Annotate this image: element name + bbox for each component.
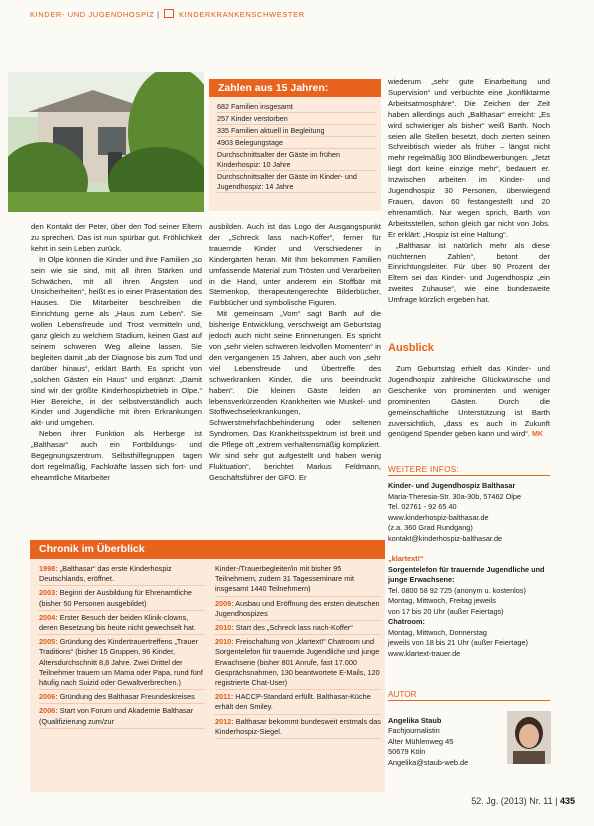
- hospice-website-note: (z.a. 360 Grad Rundgang): [388, 523, 473, 532]
- footer-separator: |: [555, 796, 560, 806]
- chat-label: Chatroom:: [388, 617, 425, 626]
- chronicle-entry: [215, 564, 381, 597]
- house-garden-photo-icon: [8, 72, 204, 212]
- chronicle-entry: [39, 706, 205, 728]
- paragraph: [388, 364, 550, 441]
- page-footer: [440, 796, 575, 806]
- article-column-2: [209, 222, 381, 484]
- klartext-days: Montag, Mittwoch, Freitag jeweils: [388, 596, 496, 605]
- paragraph: Mit gemeinsam „Vom“ sagt Barth auf die bisherige Entwicklung, verschweigt am Geburtstag jedoch auch nicht seine Erinnerungen. Es spricht von „sehr vielen schweren leidvollen Momenten“ in den vergangenen 15 Jahren, aber auch von „sehr viel Lebensfreude und Übertreffe des schwerkranken Kinder, die uns beeindruckt haben“. Die kleinen Gäste leiden an lebensverkürzenden Krankheiten wie Muskel- und Stoffwechselerkrankungen, Schwerstmehrfachbehinderung oder seltenen Syndromen. Das Krankheitsspektrum ist breit und die Pflege oft „extrem verhaltensmäßig kompliziert. Wir sind sehr gut aufgestellt und haben wenig Fluktuation“, berichtet Markus Feldmann, Geschäftsführer der GFO. Er: [209, 309, 381, 482]
- entry-year: 2004:: [39, 612, 58, 622]
- article-column-3: [388, 77, 550, 306]
- chronicle-entry: [215, 623, 381, 635]
- contact-info: [388, 481, 550, 659]
- chronicle-entry: [39, 637, 205, 690]
- author-avatar-icon: [507, 711, 551, 764]
- entry-year: 2009:: [215, 598, 234, 608]
- fact-item: 335 Familien aktuell in Begleitung: [217, 125, 377, 137]
- entry-text: Balthasar bekommt bundesweit erstmals das Kinderhospiz-Siegel.: [215, 716, 381, 736]
- entry-year: 2005:: [39, 637, 58, 647]
- facts-list: [217, 101, 377, 193]
- entry-text: Kinder-/Trauerbegleiter/in mit bisher 95 Teilnehmern, zudem 31 Tagesseminare mit insgesamt 1440 Teilnehmern): [215, 564, 354, 594]
- entry-text: Start von Forum und Akademie Balthasar (Qualifizierung zum/zur: [39, 706, 194, 726]
- more-info-heading: WEITERE INFOS:: [388, 465, 550, 476]
- chat-days: Montag, Mittwoch, Donnerstag: [388, 627, 487, 637]
- hospice-email[interactable]: kontakt@kinderhospiz-balthasar.de: [388, 533, 503, 543]
- entry-year: 2012:: [215, 716, 234, 726]
- chronicle-column-left: [39, 564, 205, 731]
- klartext-website[interactable]: www.klartext-trauer.de: [388, 648, 461, 658]
- fact-item: Durchschnittsalter der Gäste im frühen Kinderhospiz: 10 Jahre: [217, 149, 377, 171]
- chronicle-entry: [39, 564, 205, 586]
- chronicle-entry: [215, 717, 381, 739]
- fact-item: Durchschnittsalter der Gäste im Kinder- und Jugendhospiz: 14 Jahre: [217, 171, 377, 193]
- entry-text: Gründung des Balthasar Freundeskreises: [59, 692, 195, 702]
- facts-box-title: Zahlen aus 15 Jahren:: [209, 79, 381, 97]
- fact-item: 4903 Belegungstage: [217, 137, 377, 149]
- entry-year: 2006:: [39, 706, 58, 716]
- article-column-1: [31, 222, 202, 484]
- entry-year: 2011:: [215, 692, 234, 702]
- entry-year: 2010:: [215, 623, 234, 633]
- paragraph: „Balthasar ist natürlich mehr als diese nüchternen Zahlen“, betont der Einrichtungsleiter. Für über 90 Prozent der Eltern sei das Kinder- und Jugendhospiz „ein zweites Zuhause“, wie eine bundesweite Umfrage kürzlich ergeben hat.: [388, 240, 550, 305]
- klartext-phone: Tel. 0800 58 92 725 (anonym u. kostenlos): [388, 585, 526, 595]
- issue-info: 52. Jg. (2013) Nr. 11: [471, 796, 553, 806]
- author-name: Angelika Staub: [388, 716, 442, 725]
- chronicle-entry: [215, 599, 381, 621]
- author-info: [388, 716, 508, 768]
- author-role: Fachjournalistin: [388, 726, 440, 736]
- paragraph: Neben ihrer Funktion als Herberge ist „Balthasar“ auch ein Fortbildungs- und Begegnungszentrum. Selbsthilfegruppen tagen dort regelmäßig, Fachkräfte lassen sich fort- und eheamtliche Mitarbeiter: [31, 429, 202, 482]
- ausblick-heading: Ausblick: [388, 342, 434, 354]
- separator: |: [157, 10, 163, 19]
- author-city: 50679 Köln: [388, 747, 426, 757]
- entry-year: 2003:: [39, 588, 58, 598]
- chronicle-box: [30, 540, 385, 792]
- paragraph: ausbilden. Auch ist das Logo der Ausgangspunkt der „Schreck lass nach-Koffer“, ferner für trauernde Kinder und Verschiedener in Kindergärten heran. Mit Ihm bekommen Familien umfassende Material zum Trösten und Verarbeiten in die Hand, unter anderem ein Stoffbär mit Sternenkop, therapeutengerechte Bilderbücher, Farbbücher und symbolische Figuren.: [209, 222, 381, 308]
- chat-hours: jeweils von 18 bis 21 Uhr (außer Feiertage): [388, 638, 528, 647]
- fact-item: 257 Kinder verstorben: [217, 113, 377, 125]
- end-mark: MK: [532, 431, 543, 439]
- chronicle-entry: [215, 637, 381, 690]
- fact-item: 682 Familien insgesamt: [217, 101, 377, 113]
- section-header: [30, 9, 550, 23]
- hospice-name: Kinder- und Jugendhospiz Balthasar: [388, 481, 516, 490]
- ausblick-body: Zum Geburtstag erhielt das Kinder- und Jugendhospiz zahlreiche Glückwünsche und Geschenke von prominenten und weniger prominenten Gästen. Durch die gemeinschaftliche Unterstützung ist Barth zuversichtlich, „dass es auch in Zukunft genügend Spender geben kann und wird“.: [388, 364, 550, 439]
- hospice-address: Maria-Theresia-Str. 30a-30b, 57462 Olpe: [388, 491, 522, 501]
- page-number: 435: [559, 796, 575, 806]
- newspaper-icon: [164, 9, 174, 18]
- klartext-desc: Sorgentelefon für trauernde Jugendliche und junge Erwachsene:: [388, 564, 545, 584]
- entry-text: „Balthasar“ das erste Kinderhospiz Deutschlands, eröffnet.: [39, 564, 172, 584]
- author-street: Alter Mühlenweg 45: [388, 736, 454, 746]
- paragraph: den Kontakt der Peter, über den Tod seiner Eltern zu sprechen. Das ist nun spürbar gut. Fröhlichkeit kehrt in sein Leben zurück.: [31, 222, 202, 253]
- author-heading: AUTOR: [388, 690, 550, 701]
- entry-text: Erster Besuch der beiden Klinik-clowns, deren Besetzung bis heute nicht gewechselt hat.: [39, 612, 196, 633]
- facts-box: [209, 79, 381, 211]
- entry-year: 2006:: [39, 692, 58, 702]
- hospice-website[interactable]: www.kinderhospiz-balthasar.de: [388, 512, 489, 522]
- chronicle-entry: [39, 613, 205, 635]
- entry-text: HACCP-Standard erfüllt. Balthasar-Küche erhält den Smiley.: [215, 692, 371, 712]
- hospice-phone: Tel. 02761 - 92 65 40: [388, 502, 457, 511]
- entry-text: Ausbau und Eröffnung des ersten deutschen Jugendhospizes: [215, 598, 380, 618]
- chronicle-entry: [39, 588, 205, 610]
- paragraph: In Olpe können die Kinder und ihre Familien „so sein wie sie sind, mit all ihren Stärken und Schwächen, mit all ihren Ängsten und Unsicherheiten“, heißt es in einer Präsentation des Hauses. Die Mitarbeiter beschreiben die Einrichtung gerne als „Haus zum Leben“. Sie wollen Lebensfreude und Trost vermitteln und, ganz gleich zu welchem Stadium, keinen Gast auf seinem schweren Weg alleine lassen. Sie begleiten damit „ab der Diagnose bis zum Tod und darüber hinaus“, erklärt Barth. Es spricht von „solchen Gästen ein Haus“ und ergänzt: „Damit sind wir der größte Kinderhospizbetrieb in Olpe.“ Hier Bereiche, in der selbstverständlich auch Kinder und Jugendliche mit ihren Erkrankungen akt- und umgehen.: [31, 254, 202, 428]
- klartext-hours: von 17 bis 20 Uhr (außer Feiertags): [388, 606, 504, 616]
- chronicle-title: Chronik im Überblick: [30, 540, 385, 559]
- chronicle-column-right: [215, 564, 381, 741]
- section-label: KINDER- UND JUGENDHOSPIZ: [30, 10, 155, 19]
- entry-text: Start des „Schreck lass nach-Koffer“: [235, 623, 353, 633]
- entry-text: Beginn der Ausbildung für Ehrenamtliche (bisher 50 Personen ausgebildet): [39, 588, 192, 608]
- entry-year: 1998:: [39, 564, 58, 573]
- ausblick-text: [388, 364, 550, 441]
- author-portrait: [507, 711, 551, 764]
- entry-text: Gründung des Kindertrauertreffens „Trauer Traditions“ (bisher 15 Gruppen, 96 Kinder, Altersdurchschnitt 8,8 Jahre. Zwei Drittel der Teilnehmer trauern um Mama oder Papa, rund fünf häufig nach Suizid oder Gewaltverbrechen.): [39, 637, 203, 688]
- entry-year: 2010:: [215, 637, 234, 647]
- category-label: KINDERKRANKENSCHWESTER: [179, 10, 305, 19]
- paragraph: wiederum „sehr gute Einarbeitung und Supervision“ und verbuchte eine „konfliktarme Arbeitsatmosphäre“. Die Zeichen der Zeit haben allerdings auch „Balthasar“ erreicht: „Es wird schwieriger als bisher“ weiß Barth. Noch seien alle Stellen besetzt, doch zierten seinen Schreibtisch wieder als früher – längst nicht mehr regelmäßig 300 Blindbewerbungen. „Jetzt liegt dort keine einzige mehr“, bedauert er. Inzwischen arbeiten im Kinder- und Jugendhospiz 30 Personen, überwiegend Frauen, davon 60 festangestellt und 20 ehrenamtlich. Nur wegen sprich, Barth von Arbeitsstellen, schon gleich gar nicht von Jobs. Er erklärt: „Hospiz ist eine Haltung“.: [388, 77, 550, 239]
- chronicle-entry: [39, 692, 205, 704]
- chronicle-entry: [215, 692, 381, 714]
- entry-text: Freischaltung von „klartext!“ Chatroom und Sorgentelefon für trauernde Jugendliche und junge Erwachsene (bisher 801 Anrufe, fast 17.000 Gesprächsnahmen, 130 beantwortete E-Mails, 120 registrierte Chat-User): [215, 637, 380, 688]
- author-email[interactable]: Angelika@staub-web.de: [388, 757, 469, 767]
- hospice-photo: [8, 72, 204, 212]
- klartext-name: „klartext!“: [388, 554, 424, 563]
